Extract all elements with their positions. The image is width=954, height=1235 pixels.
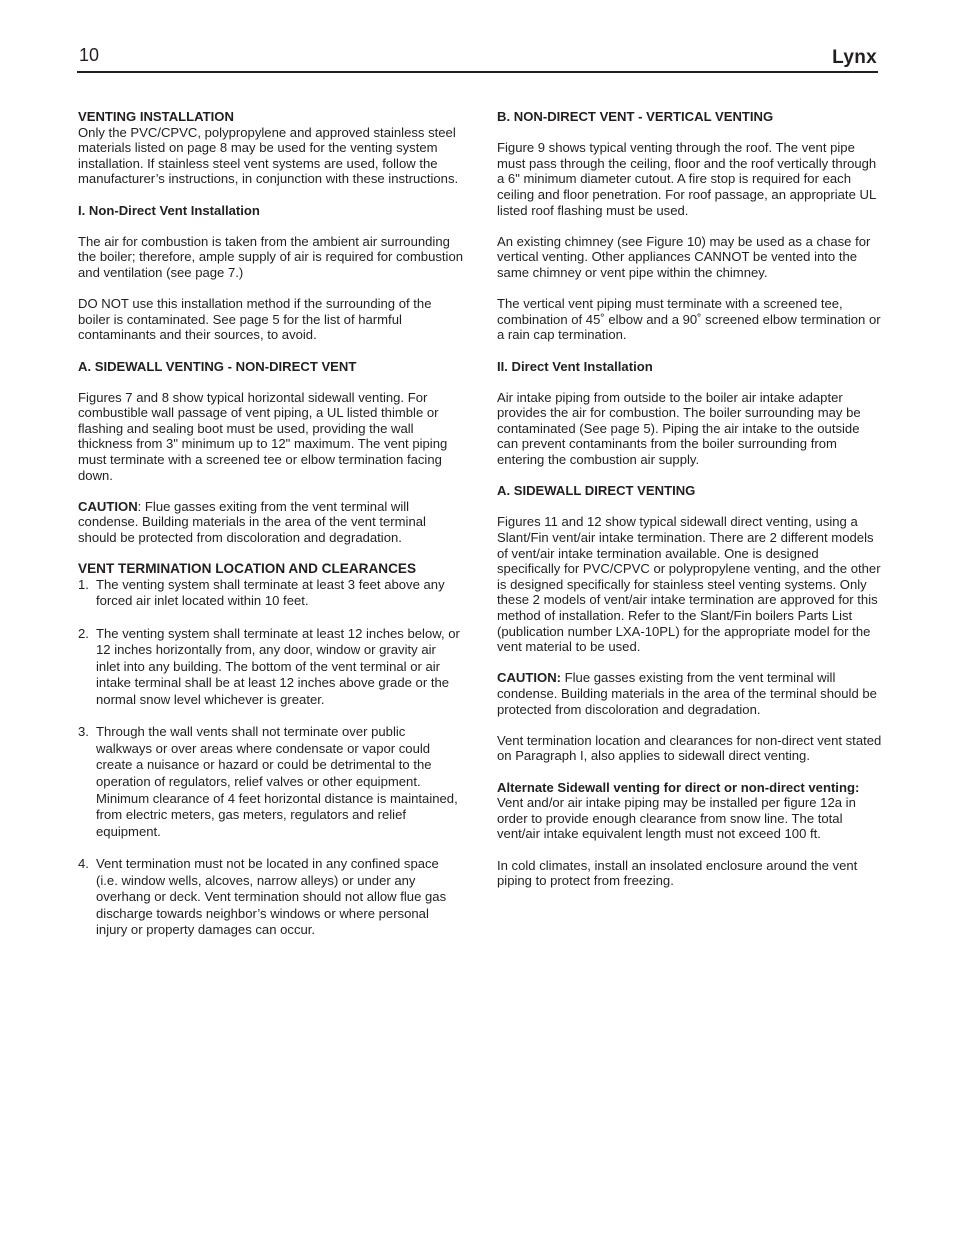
page-number: 10 bbox=[79, 45, 100, 65]
non-direct-paragraph-2: DO NOT use this installation method if the surrounding of the boiler is contaminated. See page 5 for the list of harmful contaminants and their sources, to avoid. bbox=[78, 296, 432, 343]
venting-installation-heading: VENTING INSTALLATION bbox=[78, 109, 234, 124]
caution-text: Flue gasses existing from the vent terminal will condense. Building materials in the area of the terminal should be protected from discoloration and degradation. bbox=[497, 670, 877, 717]
list-item bbox=[78, 724, 463, 840]
caution-label: CAUTION: bbox=[497, 670, 562, 686]
list-item bbox=[78, 856, 463, 939]
sidewall-heading: A. SIDEWALL VENTING - NON-DIRECT VENT bbox=[78, 358, 357, 374]
alternate-heading: Alternate Sidewall venting for direct or non-direct venting: bbox=[497, 779, 860, 795]
list-item-text: Through the wall vents shall not terminate over public walkways or over areas where condensate or vapor could create a nuisance or hazard or could be detrimental to the operation of regulators, relief valves or other equipment. Minimum clearance of 4 feet horizontal distance is maintained, from electric meters, gas meters, regulators and relief equipment. bbox=[96, 724, 458, 839]
header-rule bbox=[77, 71, 878, 73]
clearances-paragraph: Vent termination location and clearances for non-direct vent stated on Paragraph I, also applies to sidewall direct venting. bbox=[497, 732, 882, 764]
brand-title: Lynx bbox=[832, 47, 877, 68]
cold-climate-paragraph: In cold climates, install an insolated enclosure around the vent piping to protect from freezing. bbox=[497, 857, 858, 889]
vertical-paragraph-1: Figure 9 shows typical venting through the roof. The vent pipe must pass through the ceiling, floor and the roof vertically through a 6" minimum diameter cutout. A fire stop is required for each ceiling and floor penetration. For roof passage, an appropriate UL listed roof flashing must be used. bbox=[497, 140, 877, 218]
venting-installation-text: Only the PVC/CPVC, polypropylene and approved stainless steel materials listed on page 8 may be used for the venting system installation. If stainless steel vent systems are used, follow the manufacturer’s instructions, in conjunction with these instructions. bbox=[78, 124, 459, 187]
caution-label: CAUTION bbox=[78, 498, 138, 514]
list-item-text: The venting system shall terminate at least 12 inches below, or 12 inches horizontally from, any door, window or gravity air inlet into any building. The bottom of the vent terminal or air intake terminal shall be at least 12 inches above grade or the normal snow level whichever is greater. bbox=[96, 625, 460, 707]
list-item-text: The venting system shall terminate at least 3 feet above any forced air inlet located within 10 feet. bbox=[96, 576, 445, 609]
vertical-paragraph-2: An existing chimney (see Figure 10) may be used as a chase for vertical venting. Other appliances CANNOT be vented into the same chimney or vent pipe within the chimney. bbox=[497, 233, 871, 280]
clearances-list bbox=[78, 577, 463, 939]
non-direct-heading: I. Non-Direct Vent Installation bbox=[78, 202, 260, 218]
caution-paragraph bbox=[497, 670, 882, 717]
sidewall-direct-paragraph: Figures 11 and 12 show typical sidewall direct venting, using a Slant/Fin vent/air intake termination. There are 2 different models of vent/air intake termination available. One is designed specifically for PVC/CPVC or polypropylene venting, and the other is designed specifically for stainless steel venting systems. Only these 2 models of vent/air intake termination are approved for this method of installation. Refer to the Slant/Fin boilers Parts List (publication number LXA-10PL) for the appropriate model for the vent material to be used. bbox=[497, 514, 881, 655]
list-item-number: 3. bbox=[78, 724, 89, 740]
vertical-paragraph-3: The vertical vent piping must terminate with a screened tee, combination of 45˚ elbow and a 90˚ screened elbow termination or a rain cap termination. bbox=[497, 296, 881, 343]
list-item bbox=[78, 626, 463, 709]
list-item-number: 1. bbox=[78, 576, 89, 592]
alternate-paragraph: Vent and/or air intake piping may be installed per figure 12a in order to provide enough clearance from snow line. The total vent/air intake equivalent length must not exceed 100 ft. bbox=[497, 795, 856, 842]
right-column bbox=[497, 109, 882, 904]
list-item-text: Vent termination must not be located in any confined space (i.e. window wells, alcoves, narrow alleys) or under any overhang or deck. Vent termination should not allow flue gas discharge towards neighbor’s windows or where personal injury or property damages can occur. bbox=[96, 855, 447, 938]
caution-paragraph bbox=[78, 499, 463, 546]
list-item bbox=[78, 577, 463, 610]
list-item-number: 4. bbox=[78, 855, 89, 871]
list-item-number: 2. bbox=[78, 625, 89, 641]
sidewall-direct-heading: A. SIDEWALL DIRECT VENTING bbox=[497, 483, 696, 499]
direct-paragraph: Air intake piping from outside to the boiler air intake adapter provides the air for combustion. The boiler surrounding may be contaminated (See page 5). Piping the air intake to the outside can prevent contaminants from the boiler surrounding from entering the combustion air supply. bbox=[497, 389, 861, 468]
left-column bbox=[78, 109, 463, 954]
non-direct-paragraph-1: The air for combustion is taken from the ambient air surrounding the boiler; therefore, ample supply of air is required for combustion and ventilation (see page 7.) bbox=[78, 233, 464, 280]
vertical-heading: B. NON-DIRECT VENT - VERTICAL VENTING bbox=[497, 109, 774, 124]
sidewall-paragraph: Figures 7 and 8 show typical horizontal sidewall venting. For combustible wall passage of vent piping, a UL listed thimble or flashing and sealing boot must be used, providing the wall thickness from 3" minimum up to 12" maximum. The vent piping must terminate with a screened tee or elbow termination facing down. bbox=[78, 389, 448, 483]
caution-text: : Flue gasses exiting from the vent terminal will condense. Building materials in the area of the vent terminal should be protected from discoloration and degradation. bbox=[78, 498, 426, 546]
direct-heading: II. Direct Vent Installation bbox=[497, 358, 653, 374]
clearances-heading: VENT TERMINATION LOCATION AND CLEARANCES bbox=[78, 561, 417, 577]
